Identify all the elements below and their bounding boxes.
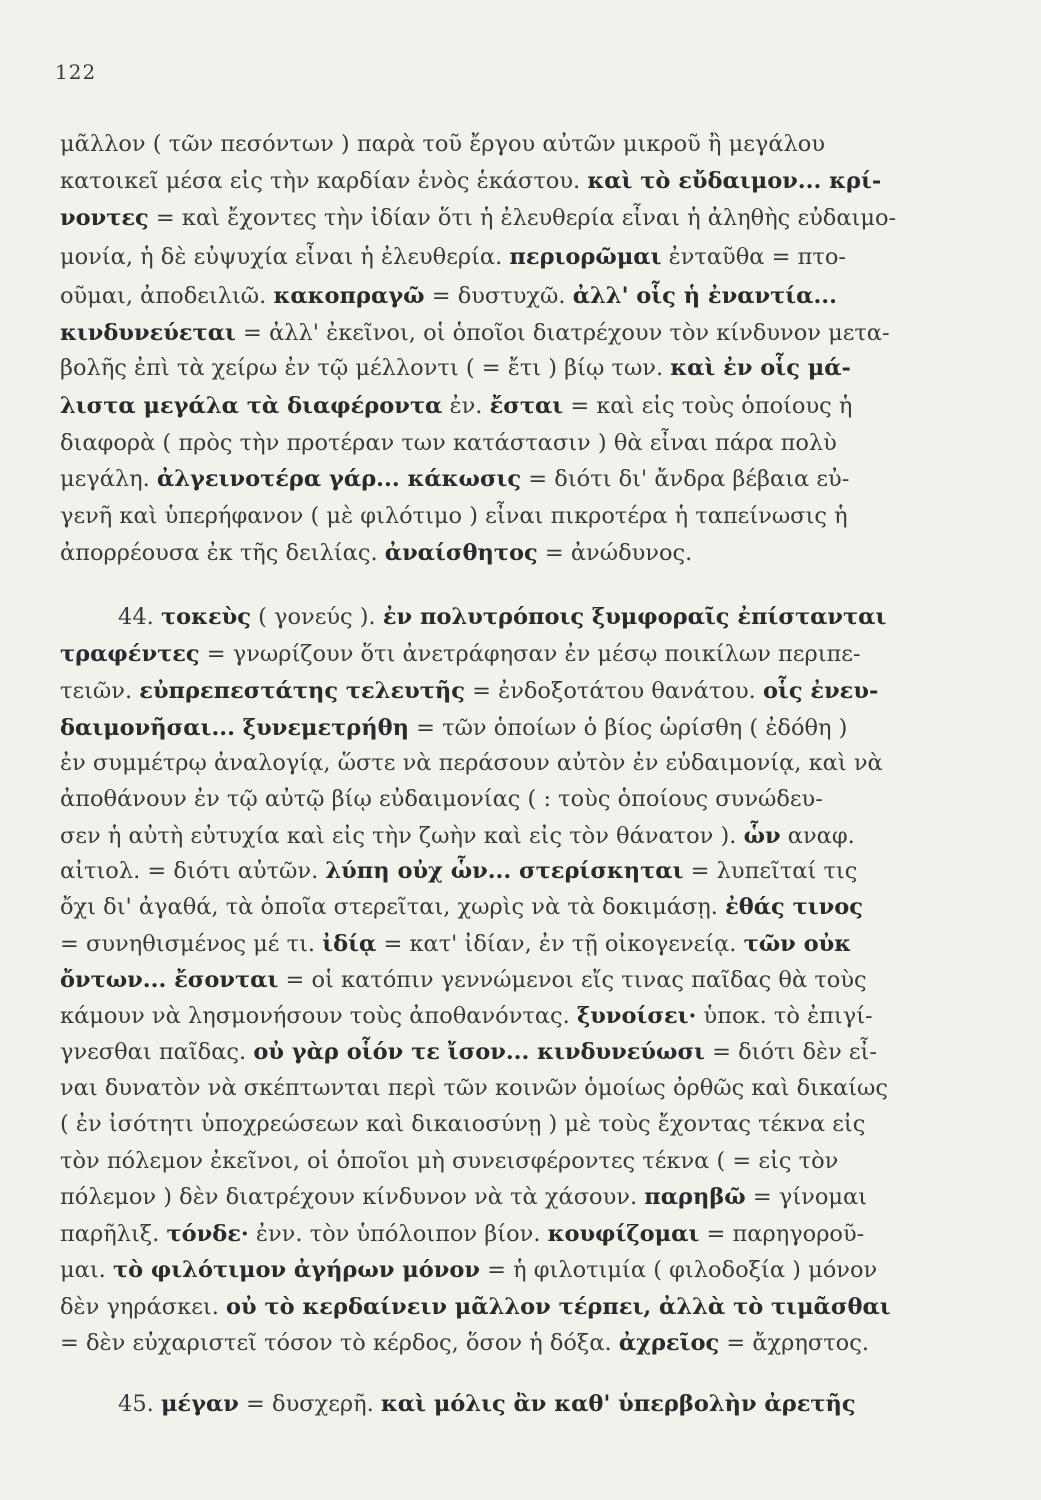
text-line	[60, 1223, 965, 1246]
text-line	[60, 170, 965, 193]
text-line	[60, 505, 965, 528]
bold-term: τοκεὺς	[160, 604, 251, 630]
gloss-text: ναι δυνατὸν νὰ σκέπτωνται περὶ τῶν κοινῶν ὁμοίως ὀρθῶς καὶ δικαίως	[60, 1075, 888, 1101]
text-line	[60, 542, 965, 565]
gloss-text: ἐν συμμέτρῳ ἀναλογίᾳ, ὥστε νὰ περάσουν αὐτὸν ἐν εὐδαιμονίᾳ, καὶ νὰ	[60, 750, 883, 776]
gloss-text: = ἀνώδυνος.	[537, 540, 693, 566]
bold-term: τὸ φιλότιμον ἀγήρων μόνον	[112, 1257, 480, 1283]
gloss-text: = συνηθισμένος μέ τι.	[60, 931, 323, 957]
gloss-text: = κατ' ἰδίαν, ἐν τῇ οἰκογενείᾳ.	[376, 931, 744, 957]
bold-term: λύπη οὐχ ὧν... στερίσκηται	[325, 858, 684, 884]
text-line	[60, 643, 965, 666]
page-number: 122	[55, 60, 97, 84]
text-line	[60, 860, 965, 883]
text-line	[60, 1186, 965, 1209]
gloss-text: = καὶ εἰς τοὺς ὁποίους ἡ	[563, 393, 853, 419]
text-line	[60, 432, 965, 455]
gloss-text: = παρηγοροῦ-	[699, 1221, 865, 1247]
text-line	[60, 207, 965, 230]
gloss-text: ( γονεύς ).	[250, 604, 383, 630]
bold-term: μέγαν	[160, 1391, 239, 1417]
bold-term: ἔσται	[489, 393, 564, 419]
text-line	[60, 395, 965, 418]
gloss-text: 44.	[118, 604, 161, 630]
gloss-text: ἐνταῦθα = πτο-	[661, 244, 846, 270]
text-line	[60, 1259, 965, 1282]
bold-term: ἀχρεῖος	[618, 1330, 720, 1356]
text-line	[60, 825, 965, 848]
gloss-text: = ἄχρηστος.	[719, 1330, 869, 1356]
gloss-text: γενῆ καὶ ὑπερήφανον ( μὲ φιλότιμο ) εἶναι πικροτέρα ἡ ταπείνωσις ἡ	[60, 503, 848, 529]
bold-term: τραφέντες	[60, 641, 200, 667]
gloss-text: = δυστυχῶ.	[424, 283, 573, 309]
gloss-text: βολῆς ἐπὶ τὰ χείρω ἐν τῷ μέλλοντι ( = ἔτι ) βίῳ των.	[60, 355, 671, 381]
gloss-text: αἰτιολ. = διότι αὐτῶν.	[60, 858, 326, 884]
gloss-text: σεν ἡ αὐτὴ εὐτυχία καὶ εἰς τὴν ζωὴν καὶ εἰς τὸν θάνατον ).	[60, 823, 744, 849]
bold-term: καὶ ἐν οἷς μά-	[670, 355, 851, 381]
text-line	[60, 788, 965, 811]
gloss-text: = καὶ ἔχοντες τὴν ἰδίαν ὅτι ἡ ἐλευθερία εἶναι ἡ ἀληθὴς εὐδαιμο-	[148, 205, 897, 231]
bold-term: λιστα μεγάλα τὰ διαφέροντα	[60, 393, 443, 419]
bold-term: ἀλγεινοτέρα γάρ... κάκωσις	[156, 466, 522, 492]
gloss-text: = γνωρίζουν ὅτι ἀνετράφησαν ἐν μέσῳ ποικίλων περιπε-	[199, 641, 861, 667]
text-line	[60, 1113, 965, 1136]
bold-term: ἀλλ' οἷς ἡ ἐναντία...	[572, 283, 837, 309]
gloss-text: ὑποκ. τὸ ἐπιγί-	[696, 1003, 873, 1029]
text-line	[60, 933, 965, 956]
gloss-text: μᾶλλον ( τῶν πεσόντων ) παρὰ τοῦ ἔργου αὐτῶν μικροῦ ἢ μεγάλου	[60, 131, 825, 157]
gloss-text: μαι.	[60, 1257, 113, 1283]
text-line	[60, 1150, 965, 1173]
gloss-text: = γίνομαι	[745, 1184, 868, 1210]
gloss-text: = διότι δὲν εἶ-	[704, 1039, 877, 1065]
gloss-text: παρῆλιξ.	[60, 1221, 167, 1247]
gloss-text: ἐνν. τὸν ὑπόλοιπον βίον.	[248, 1221, 548, 1247]
gloss-text: αναφ.	[780, 823, 855, 849]
bold-term: δαιμονῆσαι... ξυνεμετρήθη	[60, 715, 409, 741]
gloss-text: ὄχι δι' ἀγαθά, τὰ ὁποῖα στερεῖται, χωρὶς νὰ τὰ δοκιμάσῃ.	[60, 894, 726, 920]
gloss-text: πόλεμον ) δὲν διατρέχουν κίνδυνον νὰ τὰ χάσουν.	[60, 1184, 645, 1210]
gloss-text: μονία, ἡ δὲ εὐψυχία εἶναι ἡ ἐλευθερία.	[60, 244, 510, 270]
gloss-text: τειῶν.	[60, 678, 140, 704]
gloss-text: γνεσθαι παῖδας.	[60, 1039, 254, 1065]
text-line	[60, 680, 965, 703]
text-line	[118, 1393, 1023, 1416]
gloss-text: = ἡ φιλοτιμία ( φιλοδοξία ) μόνον	[479, 1257, 878, 1283]
gloss-text: ἀποθάνουν ἐν τῷ αὐτῷ βίῳ εὐδαιμονίας ( : τοὺς ὁποίους συνώδευ-	[60, 786, 823, 812]
text-line	[60, 717, 965, 740]
bold-term: ὧν	[743, 823, 781, 849]
bold-term: κακοπραγῶ	[273, 283, 425, 309]
bold-term: εὐπρεπεστάτης τελευτῆς	[139, 678, 465, 704]
bold-term: οὐ γὰρ οἷόν τε ἴσον... κινδυνεύωσι	[253, 1039, 705, 1065]
text-line	[60, 1005, 965, 1028]
gloss-text: ἐν.	[442, 393, 490, 419]
gloss-text: ἀπορρέουσα ἐκ τῆς δειλίας.	[60, 540, 385, 566]
gloss-text: μεγάλη.	[60, 466, 157, 492]
gloss-text: ( ἐν ἰσότητι ὑποχρεώσεων καὶ δικαιοσύνῃ ) μὲ τοὺς ἔχοντας τέκνα εἰς	[60, 1111, 866, 1137]
gloss-text: οῦμαι, ἀποδειλιῶ.	[60, 283, 274, 309]
text-line	[118, 606, 1023, 629]
text-line	[60, 246, 965, 269]
gloss-text: = τῶν ὁποίων ὁ βίος ὡρίσθη ( ἐδόθη )	[408, 715, 848, 741]
text-line	[60, 969, 965, 992]
bold-term: οἷς ἐνευ-	[762, 678, 879, 704]
text-line	[60, 896, 965, 919]
text-line	[60, 1041, 965, 1064]
bold-term: ἐν πολυτρόποις ξυμφοραῖς ἐπίστανται	[382, 604, 887, 630]
gloss-text: = δὲν εὐχαριστεῖ τόσον τὸ κέρδος, ὅσον ἡ δόξα.	[60, 1330, 619, 1356]
text-line	[60, 1296, 965, 1319]
bold-term: ἀναίσθητος	[384, 540, 538, 566]
gloss-text: κάμουν νὰ λησμονήσουν τοὺς ἀποθανόντας.	[60, 1003, 577, 1029]
bold-term: ἐθάς τινος	[725, 894, 863, 920]
bold-term: περιορῶμαι	[509, 244, 662, 270]
gloss-text: = ἐνδοξοτάτου θανάτου.	[464, 678, 763, 704]
gloss-text: = δυσχερῆ.	[238, 1391, 381, 1417]
bold-term: καὶ μόλις ἂν καθ' ὑπερβολὴν ἀρετῆς	[380, 1391, 856, 1417]
bold-term: ἰδίᾳ	[322, 931, 377, 957]
text-line	[60, 752, 965, 775]
bold-term: παρηβῶ	[644, 1184, 746, 1210]
text-line	[60, 322, 965, 345]
gloss-text: = ἀλλ' ἐκεῖνοι, οἱ ὁποῖοι διατρέχουν τὸν κίνδυνον μετα-	[235, 320, 890, 346]
bold-term: κινδυνεύεται	[60, 320, 236, 346]
gloss-text: δὲν γηράσκει.	[60, 1294, 227, 1320]
gloss-text: διαφορὰ ( πρὸς τὴν προτέραν των κατάστασιν ) θὰ εἶναι πάρα πολὺ	[60, 430, 837, 456]
gloss-text: κατοικεῖ μέσα εἰς τὴν καρδίαν ἑνὸς ἑκάστου.	[60, 168, 588, 194]
bold-term: οὐ τὸ κερδαίνειν μᾶλλον τέρπει, ἀλλὰ τὸ τιμᾶσθαι	[226, 1294, 891, 1320]
bold-term: ὄντων... ἔσονται	[60, 967, 279, 993]
gloss-text: = οἱ κατόπιν γεννώμενοι εἴς τινας παῖδας θὰ τοὺς	[278, 967, 867, 993]
text-line	[60, 133, 965, 156]
bold-term: καὶ τὸ εὔδαιμον... κρί-	[587, 168, 882, 194]
text-line	[60, 468, 965, 491]
gloss-text: 45.	[118, 1391, 161, 1417]
bold-term: τόνδε·	[166, 1221, 249, 1247]
text-line	[60, 1077, 965, 1100]
bold-term: κουφίζομαι	[547, 1221, 700, 1247]
text-line	[60, 285, 965, 308]
gloss-text: τὸν πόλεμον ἐκεῖνοι, οἱ ὁποῖοι μὴ συνεισφέροντες τέκνα ( = εἰς τὸν	[60, 1148, 839, 1174]
gloss-text: = διότι δι' ἄνδρα βέβαια εὐ-	[521, 466, 850, 492]
text-line	[60, 357, 965, 380]
gloss-text: = λυπεῖταί τις	[683, 858, 858, 884]
bold-term: νοντες	[60, 205, 149, 231]
bold-term: ξυνοίσει·	[576, 1003, 697, 1029]
text-line	[60, 1332, 965, 1355]
bold-term: τῶν οὐκ	[743, 931, 852, 957]
